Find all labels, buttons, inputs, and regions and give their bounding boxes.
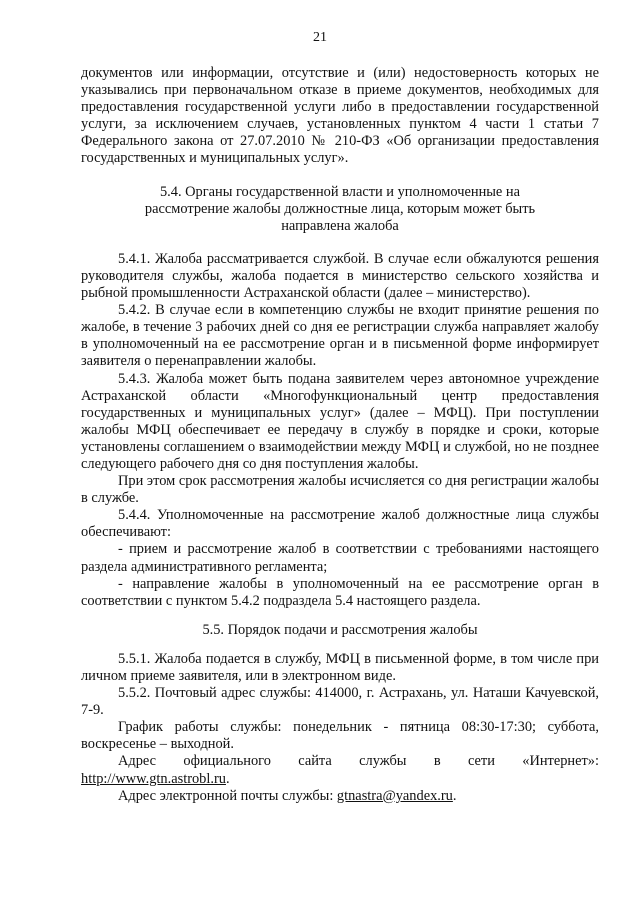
website-label: Адрес официального сайта службы в сети «Интернет»:	[118, 753, 599, 770]
section-heading-5-5: 5.5. Порядок подачи и рассмотрения жалобы	[202, 621, 478, 638]
paragraph-5-5-1: 5.5.1. Жалоба подается в службу, МФЦ в письменной форме, в том числе при личном приеме заявителя, или в электронном виде.	[81, 650, 599, 684]
paragraph-5-4-3: 5.4.3. Жалоба может быть подана заявителем через автономное учреждение Астраханской области «Многофункциональный центр предоставления государственных и муниципальных услуг» (далее – МФЦ). При поступлении жалобы МФЦ обеспечивает ее передачу в службу в порядке и сроки, которые установлены соглашением о взаимодействии между МФЦ и службой, но не позднее следующего рабочего дня со дня поступления жалобы.	[81, 370, 599, 472]
paragraph-5-4-4: 5.4.4. Уполномоченные на рассмотрение жалоб должностные лица службы обеспечивают:	[81, 507, 599, 541]
list-item: - прием и рассмотрение жалоб в соответствии с требованиями настоящего раздела административного регламента;	[81, 541, 599, 575]
paragraph-5-5-2: 5.5.2. Почтовый адрес службы: 414000, г. Астрахань, ул. Наташи Качуевской, 7-9.	[81, 685, 599, 719]
paragraph-email: Адрес электронной почты службы: gtnastra@yandex.ru.	[118, 787, 457, 804]
paragraph-schedule: График работы службы: понедельник - пятница 08:30-17:30; суббота, воскресенье – выходной.	[81, 719, 599, 753]
page-number: 21	[313, 30, 327, 45]
paragraph-5-4-2: 5.4.2. В случае если в компетенцию службы не входит принятие решения по жалобе, в течение 3 рабочих дней со дня ее регистрации служба направляет жалобу в уполномоченный на ее рассмотрение орган и в письменной форме информирует заявителя о перенаправлении жалобы.	[81, 302, 599, 370]
website-link[interactable]: http://www.gtn.astrobl.ru	[81, 770, 226, 787]
paragraph-5-4-3-term: При этом срок рассмотрения жалобы исчисляется со дня регистрации жалобы в службе.	[81, 473, 599, 507]
list-item: - направление жалобы в уполномоченный на ее рассмотрение орган в соответствии с пунктом 5.4.2 подраздела 5.4 настоящего раздела.	[81, 575, 599, 609]
email-link[interactable]: gtnastra@yandex.ru	[336, 787, 453, 804]
document-body	[81, 65, 599, 805]
email-label: Адрес электронной почты службы:	[118, 787, 334, 804]
paragraph-5-4-1: 5.4.1. Жалоба рассматривается службой. В случае если обжалуются решения руководителя службы, жалоба подается в министерство сельского хозяйства и рыбной промышленности Астраханской области (далее – министерство).	[81, 250, 599, 302]
paragraph-website: Адрес официального сайта службы в сети «Интернет»: http://www.gtn.astrobl.ru.	[81, 753, 599, 787]
paragraph-continuation: документов или информации, отсутствие и (или) недостоверность которых не указывались при первоначальном отказе в приеме документов, необходимых для предоставления государственной услуги либо в предоставлении государственной услуги, за исключением случаев, установленных пунктом 4 части 1 статьи 7 Федерального закона от 27.07.2010 № 210-ФЗ «Об организации предоставления государственных и муниципальных услуг».	[81, 65, 599, 167]
section-heading-5-4: 5.4. Органы государственной власти и уполномоченные на рассмотрение жалобы должностные лица, которым может быть направлена жалоба	[144, 183, 536, 234]
